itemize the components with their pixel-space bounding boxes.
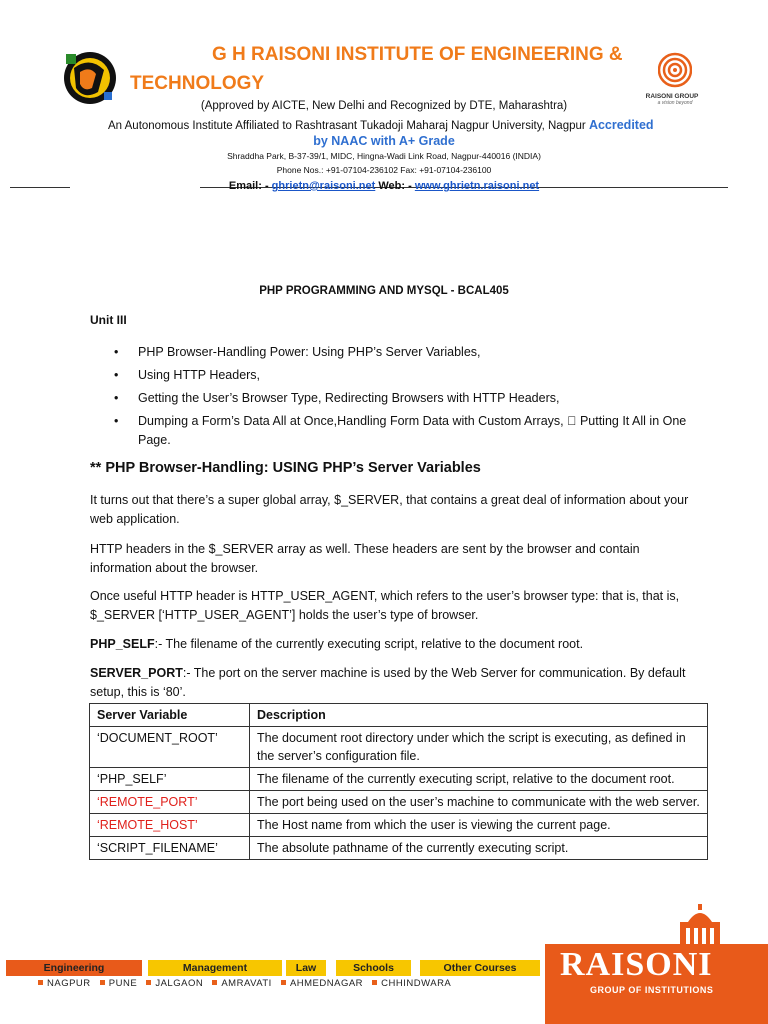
table-row	[90, 727, 708, 768]
list-item: • PHP Browser-Handling Power: Using PHP’s Server Variables,	[112, 343, 687, 362]
city: NAGPUR	[47, 978, 91, 989]
unit-label: Unit III	[90, 313, 127, 327]
cell-variable: ‘SCRIPT_FILENAME’	[90, 837, 250, 860]
affiliation-text	[108, 118, 654, 132]
footer-category-bar	[0, 960, 545, 978]
city: PUNE	[108, 978, 138, 989]
institute-name-line1: G H RAISONI INSTITUTE OF ENGINEERING &	[212, 44, 623, 65]
contact-line	[0, 180, 768, 192]
address: Shraddha Park, B-37-39/1, MIDC, Hingna-Wadi Link Road, Nagpur-440016 (INDIA)	[227, 151, 541, 161]
cell-description: The absolute pathname of the currently executing script.	[250, 837, 708, 860]
footer-category-other: Other Courses	[420, 960, 540, 976]
paragraph-server-port	[90, 664, 690, 702]
building-dome-icon	[660, 904, 740, 948]
server-port-label: SERVER_PORT	[90, 666, 183, 680]
bullet-square-icon	[212, 980, 217, 985]
table-header-row	[90, 704, 708, 727]
table-row	[90, 837, 708, 860]
footer-category-management: Management	[148, 960, 282, 976]
cell-variable: ‘REMOTE_HOST’	[90, 814, 250, 837]
list-item: • Using HTTP Headers,	[112, 366, 687, 385]
bullet-square-icon	[38, 980, 43, 985]
web-label: Web: -	[378, 180, 412, 192]
city: AHMEDNAGAR	[289, 978, 364, 989]
table-row	[90, 791, 708, 814]
header-description: Description	[250, 704, 708, 727]
paragraph-php-self	[90, 635, 690, 654]
city: JALGAON	[155, 978, 204, 989]
php-self-label: PHP_SELF	[90, 637, 155, 651]
city: AMRAVATI	[221, 978, 272, 989]
cell-description: The filename of the currently executing script, relative to the document root.	[250, 768, 708, 791]
affiliation-main: An Autonomous Institute Affiliated to Rashtrasant Tukadoji Maharaj Nagpur University, Nagpur	[108, 120, 586, 132]
email-label: Email: -	[228, 180, 269, 192]
institute-name-line2: TECHNOLOGY	[130, 73, 265, 94]
course-title: PHP PROGRAMMING AND MYSQL - BCAL405	[259, 285, 509, 297]
footer-brand-sub: GROUP OF INSTITUTIONS	[590, 985, 714, 995]
accredited-label: Accredited	[588, 118, 654, 132]
table-row	[90, 814, 708, 837]
list-item: • Getting the User’s Browser Type, Redirecting Browsers with HTTP Headers,	[112, 389, 687, 408]
paragraph-user-agent: Once useful HTTP header is HTTP_USER_AGENT, which refers to the user’s browser type: that is, that is, $_SERVER [‘HTTP_USER_AGENT’] holds the user’s type of browser.	[90, 589, 680, 622]
table-row	[90, 768, 708, 791]
server-port-text: :- The port on the server machine is used by the Web Server for communication. By default setup, this is ‘80’.	[90, 666, 686, 699]
city: CHHINDWARA	[381, 978, 452, 989]
bullet-square-icon	[372, 980, 377, 985]
footer-cities	[32, 978, 451, 989]
naac-grade: by NAAC with A+ Grade	[313, 134, 455, 148]
list-item: • Dumping a Form’s Data All at Once,Handling Form Data with Custom Arrays, Putting It All in One Page.	[112, 412, 687, 450]
cell-variable: ‘PHP_SELF’	[90, 768, 250, 791]
bullet-square-icon	[100, 980, 105, 985]
server-variables-table	[89, 703, 708, 860]
web-link[interactable]: www.ghrietn.raisoni.net	[414, 180, 540, 192]
cell-description: The Host name from which the user is viewing the current page.	[250, 814, 708, 837]
bullet-square-icon	[281, 980, 286, 985]
bullet-square-icon	[146, 980, 151, 985]
group-logo-text: RAISONI GROUP	[645, 93, 699, 100]
footer-brand: RAISONI	[560, 946, 713, 983]
email-link[interactable]: ghrietn@raisoni.net	[271, 180, 376, 192]
topic-list	[112, 343, 687, 454]
paragraph-server-array: It turns out that there’s a super global array, $_SERVER, that contains a great deal of information about your web application.	[90, 493, 689, 526]
phone-fax: Phone Nos.: +91-07104-236102 Fax: +91-07104-236100	[276, 165, 492, 175]
approval-text: (Approved by AICTE, New Delhi and Recognized by DTE, Maharashtra)	[200, 100, 568, 112]
header-server-variable: Server Variable	[90, 704, 250, 727]
cell-description: The document root directory under which the script is executing, as defined in the server’s configuration file.	[250, 727, 708, 768]
cell-description: The port being used on the user’s machine to communicate with the web server.	[250, 791, 708, 814]
section-heading: ** PHP Browser-Handling: USING PHP’s Server Variables	[90, 460, 481, 476]
institute-logo	[64, 48, 116, 108]
cell-variable: ‘REMOTE_PORT’	[90, 791, 250, 814]
cell-variable: ‘DOCUMENT_ROOT’	[90, 727, 250, 768]
group-logo-tagline: a vision beyond	[657, 100, 693, 106]
paragraph-http-headers: HTTP headers in the $_SERVER array as well. These headers are sent by the browser and contain information about the browser.	[90, 542, 640, 575]
fingerprint-icon	[658, 52, 692, 88]
php-self-text: :- The filename of the currently executing script, relative to the document root.	[154, 637, 584, 651]
footer-category-engineering: Engineering	[6, 960, 142, 976]
footer-category-schools: Schools	[336, 960, 411, 976]
footer-category-law: Law	[286, 960, 326, 976]
